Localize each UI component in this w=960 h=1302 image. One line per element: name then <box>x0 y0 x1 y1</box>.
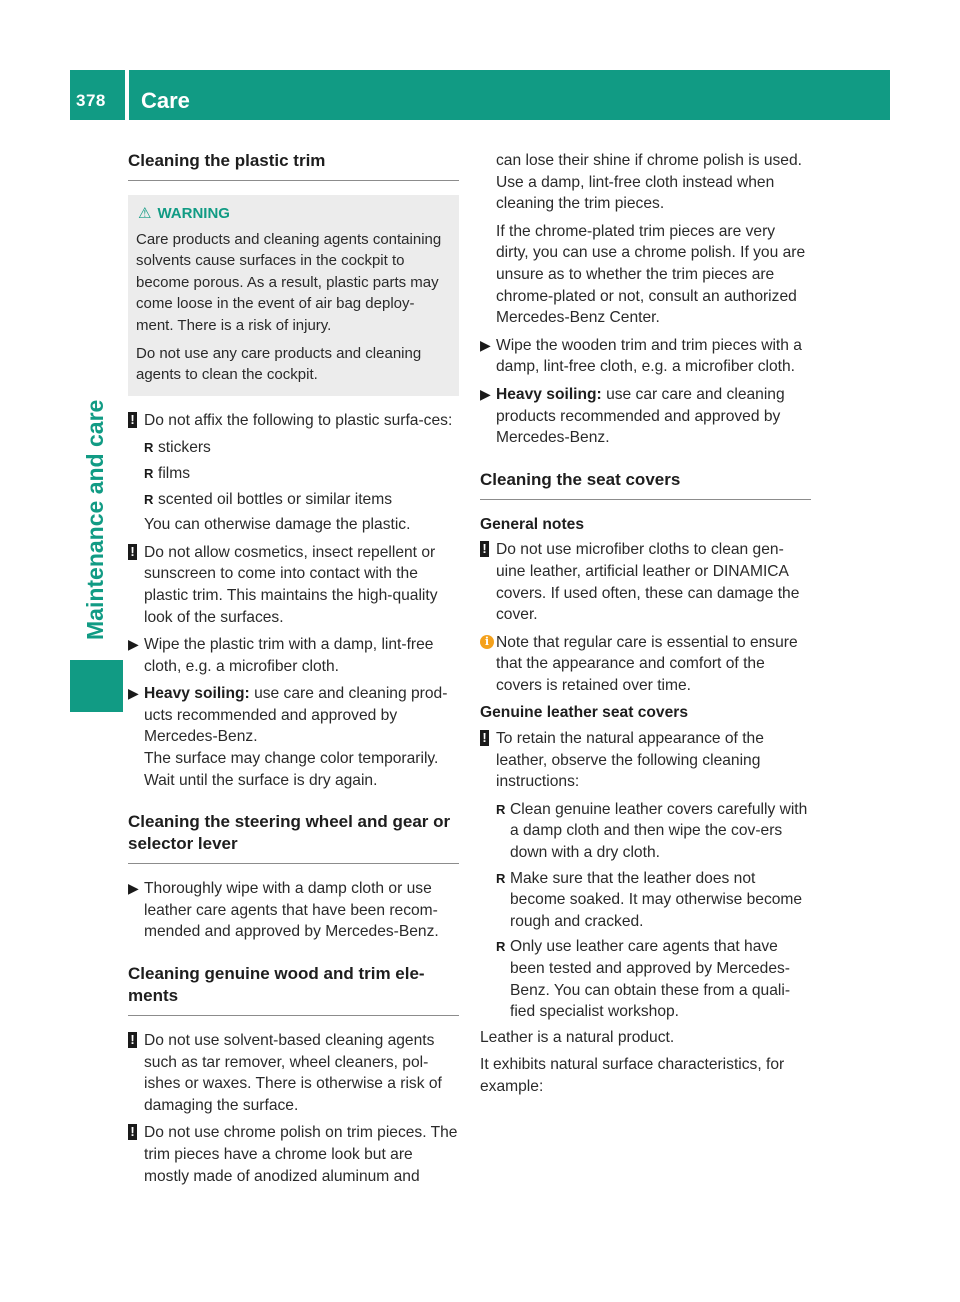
step-text: use car care and cleaning products recommended and approved by Mercedes-Benz. <box>496 385 785 447</box>
note-item <box>128 1030 459 1116</box>
list-item-text: Make sure that the leather does not become soaked. It may otherwise become rough and cracked. <box>510 869 803 930</box>
note-text: Do not use solvent-based cleaning agents such as tar remover, wheel cleaners, pol-ishes or waxes. There is otherwise a risk of damaging the surface. <box>144 1032 442 1114</box>
step-bold-label: Heavy soiling: <box>144 685 250 703</box>
header-divider <box>125 70 129 120</box>
note-continuation: You can otherwise damage the plastic. <box>144 516 411 534</box>
exclamation-icon: ! <box>128 544 137 560</box>
bullet-list <box>128 437 459 510</box>
list-item <box>496 799 811 864</box>
list-item-text: Clean genuine leather covers carefully with a damp cloth and then wipe the cov-ers down with a dry cloth. <box>510 800 808 862</box>
side-chapter-tab <box>70 660 123 712</box>
step-item <box>480 384 811 449</box>
note-text: Do not affix the following to plastic surfa-ces: <box>144 411 453 429</box>
step-item <box>128 683 459 791</box>
step-bold-label: Heavy soiling: <box>496 385 602 403</box>
step-text: use care and cleaning prod-ucts recommended and approved by Mercedes-Benz. <box>144 685 448 746</box>
continued-text: can lose their shine if chrome polish is used. Use a damp, lint-free cloth instead when cleaning the trim pieces. <box>496 152 802 213</box>
header-bar <box>70 70 890 120</box>
step-item <box>128 878 459 943</box>
arrow-right-icon: ▶ <box>128 880 139 897</box>
body-text: It exhibits natural surface characteristics, for example: <box>480 1056 785 1095</box>
step-note: The surface may change color temporarily. <box>144 750 439 768</box>
note-item <box>128 1122 459 1187</box>
warning-title <box>136 203 451 225</box>
list-item <box>144 463 459 485</box>
warning-box <box>128 195 459 396</box>
section-title: Care <box>141 88 190 113</box>
note-item <box>128 542 459 628</box>
exclamation-icon: ! <box>128 1124 137 1140</box>
note-item <box>480 539 811 625</box>
exclamation-icon: ! <box>128 1032 137 1048</box>
bullet-icon: R <box>496 939 506 955</box>
right-column <box>480 150 811 1104</box>
list-item-text: scented oil bottles or similar items <box>158 490 392 508</box>
note-text: Do not use microfiber cloths to clean gen-uine leather, artificial leather or DINAMICA covers. If used often, these can damage the cover. <box>496 541 800 624</box>
note-text: Do not use chrome polish on trim pieces. The trim pieces have a chrome look but are mostly made of anodized aluminum and <box>144 1124 458 1185</box>
warning-title-text: WARNING <box>157 205 230 222</box>
list-item <box>496 868 811 933</box>
bullet-list <box>480 799 811 1023</box>
info-item <box>480 632 811 697</box>
bullet-icon: R <box>496 870 506 886</box>
list-item-text: Only use leather care agents that have been tested and approved by Mercedes-Benz. You can obtain these from a quali-fied specialist workshop. <box>510 938 791 1021</box>
exclamation-icon: ! <box>480 730 489 746</box>
bullet-icon: R <box>496 801 506 817</box>
heading-seat-covers: Cleaning the seat covers <box>480 469 811 500</box>
bullet-icon: R <box>144 440 154 456</box>
note-item <box>480 728 811 793</box>
list-item <box>144 489 459 511</box>
exclamation-icon: ! <box>480 541 489 557</box>
exclamation-icon: ! <box>128 412 137 428</box>
list-item <box>496 936 811 1022</box>
list-item-text: films <box>158 464 191 482</box>
left-column <box>128 150 459 1193</box>
continued-text: If the chrome-plated trim pieces are very dirty, you can use a chrome polish. If you are unsure as to whether the trim pieces are chrome-plated or not, consult an authorized Mercedes-Benz Center. <box>496 222 806 327</box>
step-text: Thoroughly wipe with a damp cloth or use leather care agents that have been recom-mended and approved by Mercedes-Benz. <box>144 880 439 941</box>
step-item <box>128 634 459 677</box>
arrow-right-icon: ▶ <box>128 636 139 653</box>
bullet-icon: R <box>144 465 154 481</box>
arrow-right-icon: ▶ <box>128 685 139 702</box>
heading-plastic-trim: Cleaning the plastic trim <box>128 150 459 181</box>
note-item <box>128 410 459 432</box>
info-text: Note that regular care is essential to ensure that the appearance and comfort of the covers is retained over time. <box>496 633 798 694</box>
note-text: To retain the natural appearance of the leather, observe the following cleaning instructions: <box>496 730 764 791</box>
side-chapter-text: Maintenance and care <box>82 399 108 640</box>
step-item <box>480 335 811 378</box>
arrow-right-icon: ▶ <box>480 385 491 402</box>
heading-steering-wheel: Cleaning the steering wheel and gear or selector lever <box>128 811 459 864</box>
warning-text-2: Do not use any care products and cleaning agents to clean the cockpit. <box>136 344 422 384</box>
list-item-text: stickers <box>158 439 211 457</box>
step-text: Wipe the wooden trim and trim pieces with a damp, lint-free cloth, e.g. a microfiber cloth. <box>496 336 802 376</box>
subheading-leather-covers: Genuine leather seat covers <box>480 704 689 722</box>
arrow-right-icon: ▶ <box>480 336 491 353</box>
warning-text-1: Care products and cleaning agents containing solvents cause surfaces in the cockpit to become porous. As a result, plastic parts may come loose in the event of air bag deploy-ment. There is a risk of injury. <box>136 230 442 334</box>
warning-triangle-icon: ⚠ <box>138 205 152 222</box>
list-item <box>144 437 459 459</box>
step-text: Wipe the plastic trim with a damp, lint-free cloth, e.g. a microfiber cloth. <box>144 636 434 675</box>
step-note: Wait until the surface is dry again. <box>144 771 378 789</box>
body-text: Leather is a natural product. <box>480 1028 675 1046</box>
heading-genuine-wood: Cleaning genuine wood and trim ele-ments <box>128 963 459 1016</box>
info-icon: i <box>480 635 494 649</box>
bullet-icon: R <box>144 491 154 507</box>
note-text: Do not allow cosmetics, insect repellent or sunscreen to come into contact with the plastic trim. This maintains the high-quality look of the surfaces. <box>144 543 438 626</box>
page-number: 378 <box>76 91 106 110</box>
subheading-general-notes: General notes <box>480 515 584 533</box>
